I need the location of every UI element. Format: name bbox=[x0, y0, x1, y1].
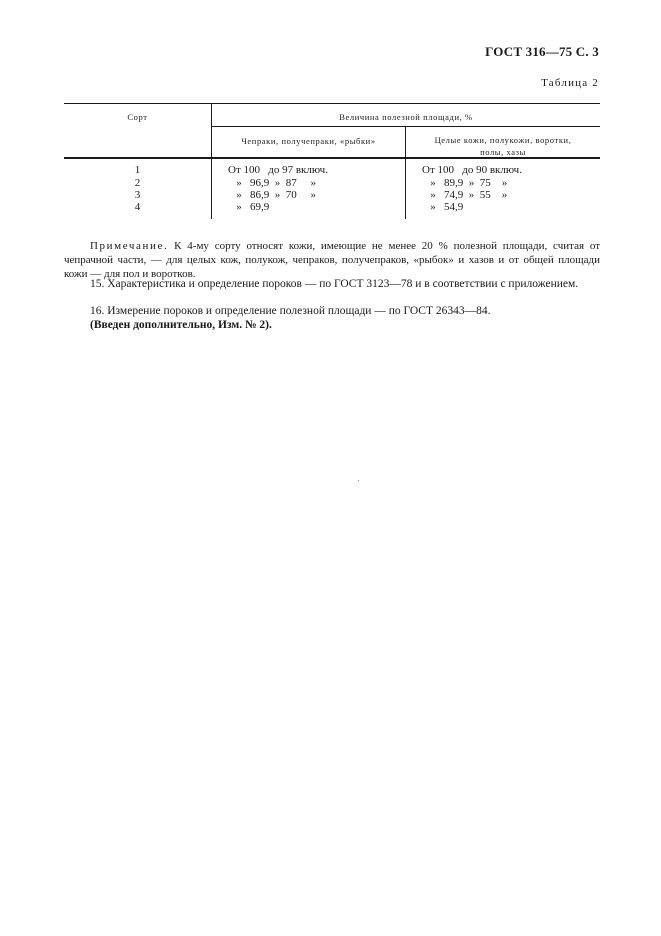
note-text: К 4-му сорту относят кожи, имеющие не менее 20 % полезной площади, считая от чепрачной части, — для целых кож, полукож, чепраков, получепраков, «рыбок» и хазов и от общей площади кожи — для пол и воротков. bbox=[64, 240, 600, 280]
row-col-a: » 86,9 » 70 » bbox=[228, 189, 316, 201]
table-top-rule bbox=[64, 103, 600, 104]
row-sort: 2 bbox=[134, 177, 141, 189]
row-col-b: » 54,9 bbox=[422, 201, 464, 213]
row-col-a: » 69,9 bbox=[228, 201, 270, 213]
header-useful-area: Величина полезной площади, % bbox=[339, 112, 473, 122]
row-sort: 3 bbox=[134, 189, 141, 201]
row-col-a: » 96,9 » 87 » bbox=[228, 177, 316, 189]
header-col-b-line1: Целые кожи, полукожи, воротки, bbox=[434, 135, 572, 145]
table-caption: Таблица 2 bbox=[541, 77, 599, 89]
row-col-a: От 100 до 97 включ. bbox=[228, 164, 328, 176]
paragraph-15: 15. Характеристика и определение пороков — по ГОСТ 3123—78 и в соответствии с приложением. bbox=[90, 278, 579, 290]
page-header: ГОСТ 316—75 С. 3 bbox=[485, 44, 599, 59]
row-sort: 4 bbox=[134, 201, 141, 213]
table-note bbox=[64, 239, 600, 281]
header-col-b-line2: полы, хазы bbox=[480, 147, 526, 157]
defects-area-table bbox=[64, 103, 600, 219]
row-col-b: От 100 до 90 включ. bbox=[422, 164, 522, 176]
header-col-a: Чепраки, получепраки, «рыбки» bbox=[241, 136, 376, 146]
row-col-b: » 89,9 » 75 » bbox=[422, 177, 508, 189]
row-sort: 1 bbox=[134, 164, 141, 176]
scan-speck bbox=[358, 480, 359, 481]
row-col-b: » 74,9 » 55 » bbox=[422, 189, 508, 201]
header-sort: Сорт bbox=[127, 112, 148, 122]
paragraph-16: 16. Измерение пороков и определение полезной площади — по ГОСТ 26343—84. bbox=[90, 305, 491, 317]
note-label: Примечание. bbox=[90, 240, 169, 252]
amendment-note: (Введен дополнительно, Изм. № 2). bbox=[90, 319, 272, 331]
header-col-b bbox=[406, 134, 600, 158]
